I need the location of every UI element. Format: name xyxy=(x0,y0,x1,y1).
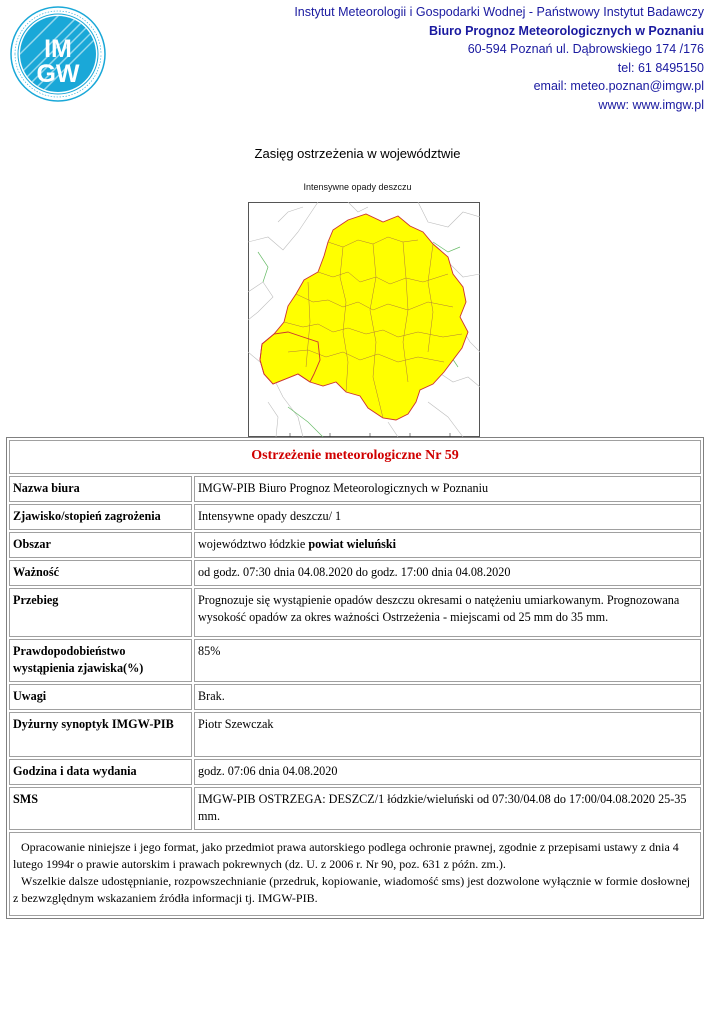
table-row xyxy=(9,759,701,785)
row-value: Brak. xyxy=(194,684,701,710)
row-label: Nazwa biura xyxy=(9,476,192,502)
distribution-paragraph: Wszelkie dalsze udostępnianie, rozpowszechnianie (przedruk, kopiowanie, wiadomość sms) jest dozwolone wyłącznie w formie dosłownej z bezwzględnym wskazaniem źródła informacji tj. IMGW-PIB. xyxy=(13,874,691,905)
row-label: Godzina i data wydania xyxy=(9,759,192,785)
row-value: 85% xyxy=(194,639,701,682)
imgw-logo xyxy=(9,5,107,103)
row-value xyxy=(194,532,701,558)
row-value: Prognozuje się wystąpienie opadów deszczu okresami o natężeniu umiarkowanym. Prognozowana wysokość opadów za okres ważności Ostrzeżenia - miejscami od 25 mm do 35 mm. xyxy=(194,588,701,637)
area-county: powiat wieluński xyxy=(308,537,397,551)
row-label: Dyżurny synoptyk IMGW-PIB xyxy=(9,712,192,757)
warning-area-map xyxy=(248,202,480,438)
row-label: Ważność xyxy=(9,560,192,586)
warning-title: Ostrzeżenie meteorologiczne Nr 59 xyxy=(9,440,701,474)
table-row xyxy=(9,476,701,502)
row-value: Piotr Szewczak xyxy=(194,712,701,757)
table-row xyxy=(9,639,701,682)
office-phone: tel: 61 8495150 xyxy=(617,60,704,75)
copyright-notice xyxy=(9,832,701,916)
office-address: 60-594 Poznań ul. Dąbrowskiego 174 /176 xyxy=(467,42,704,56)
table-row xyxy=(9,712,701,757)
institute-contact-block xyxy=(294,3,704,114)
office-website[interactable]: www: www.imgw.pl xyxy=(598,97,704,112)
copyright-paragraph: Opracowanie niniejsze i jego format, jako przedmiot prawa autorskiego podlega ochronie prawnej, zgodnie z przepisami ustawy z dnia 4 lutego 1994r o prawie autorskim i prawach pokrewnych (dz. U. z 2006 r. Nr 90, poz. 631 z późn. zm.). xyxy=(13,840,679,871)
row-value: Intensywne opady deszczu/ 1 xyxy=(194,504,701,530)
table-row xyxy=(9,832,701,916)
area-region: województwo łódzkie xyxy=(198,537,309,551)
row-value: IMGW-PIB Biuro Prognoz Meteorologicznych w Poznaniu xyxy=(194,476,701,502)
table-row xyxy=(9,504,701,530)
office-email[interactable]: email: meteo.poznan@imgw.pl xyxy=(533,79,704,93)
table-row xyxy=(9,787,701,830)
map-title: Zasięg ostrzeżenia w województwie xyxy=(254,146,461,161)
row-label: SMS xyxy=(9,787,192,830)
row-label: Prawdopodobieństwo wystąpienia zjawiska(%) xyxy=(9,639,192,682)
imgw-logo-graphic xyxy=(9,5,107,103)
row-label: Obszar xyxy=(9,532,192,558)
table-row xyxy=(9,588,701,637)
table-row xyxy=(9,532,701,558)
map-subtitle: Intensywne opady deszczu xyxy=(303,182,412,192)
row-value: godz. 07:06 dnia 04.08.2020 xyxy=(194,759,701,785)
institute-name: Instytut Meteorologii i Gospodarki Wodnej - Państwowy Instytut Badawczy xyxy=(294,5,704,19)
logo-text-1: IM xyxy=(44,35,72,63)
table-row xyxy=(9,684,701,710)
row-value: IMGW-PIB OSTRZEGA: DESZCZ/1 łódzkie/wieluński od 07:30/04.08 do 17:00/04.08.2020 25-35 mm. xyxy=(194,787,701,830)
row-value: od godz. 07:30 dnia 04.08.2020 do godz. 17:00 dnia 04.08.2020 xyxy=(194,560,701,586)
office-name: Biuro Prognoz Meteorologicznych w Poznaniu xyxy=(428,23,704,38)
logo-text-2: GW xyxy=(36,60,80,88)
table-row xyxy=(9,560,701,586)
row-label: Uwagi xyxy=(9,684,192,710)
row-label: Zjawisko/stopień zagrożenia xyxy=(9,504,192,530)
row-label: Przebieg xyxy=(9,588,192,637)
map-graphic xyxy=(248,202,480,438)
warning-table xyxy=(6,437,704,919)
